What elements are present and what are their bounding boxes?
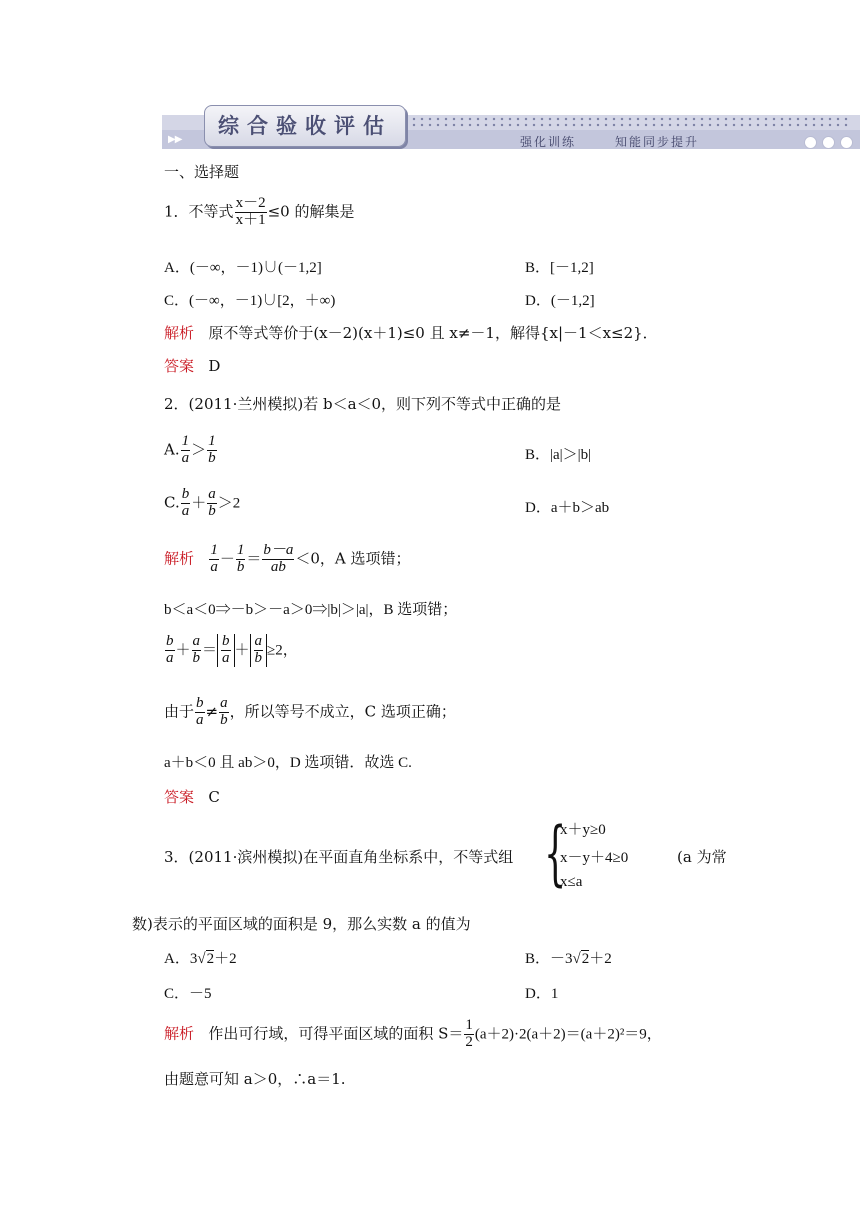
stem-text: (2011·兰州模拟)若 b＜a＜0，则下列不等式中正确的是 <box>188 395 562 413</box>
option-d: D．a＋b＞ab <box>525 500 610 516</box>
fraction <box>165 634 175 667</box>
option-tail: ＞2 <box>217 495 241 512</box>
option-a <box>164 434 218 467</box>
option-c: C．－5 <box>164 986 212 1002</box>
fraction <box>219 696 229 729</box>
denominator: a <box>222 649 230 666</box>
analysis-step-3 <box>164 634 298 667</box>
fraction <box>236 543 246 576</box>
analysis-step-2: b＜a＜0⇒－b＞－a＞0⇒|b|＞|a|，B 选项错； <box>164 602 458 618</box>
numerator: 1 <box>208 433 216 449</box>
brace-icon: { <box>544 812 567 894</box>
option-text: ＋2 <box>589 951 612 967</box>
fraction <box>209 543 219 576</box>
analysis-text: 由于 <box>164 702 195 721</box>
numerator: a <box>192 633 201 649</box>
stem-text-wrap: 数)表示的平面区域的面积是 9，那么实数 a 的值为 <box>132 915 471 933</box>
section-header-title: 综合验收评估 <box>204 105 406 147</box>
denominator: b <box>208 449 216 466</box>
option-text: B．－3 <box>525 951 573 967</box>
option-text: A．3 <box>164 951 198 967</box>
stem-text-continued: (a 为常 <box>677 848 727 866</box>
option-label: C. <box>164 493 180 512</box>
question-number: 1． <box>164 202 189 221</box>
numerator: 1 <box>236 542 245 558</box>
option-c: C．(－∞，－1)∪[2，＋∞) <box>164 293 336 309</box>
fraction <box>221 634 231 667</box>
fraction <box>192 634 202 667</box>
header-dots-pattern <box>410 116 850 128</box>
numerator: a <box>220 695 228 711</box>
double-arrow-icon: ▶▶ <box>168 134 182 145</box>
denominator: 2 <box>465 1033 473 1050</box>
analysis-conclusion: 由题意可知 a＞0，∴a＝1. <box>164 1070 346 1088</box>
analysis-text: ，所以等号不成立，C 选项正确； <box>229 702 456 721</box>
numerator: b－a <box>263 542 294 558</box>
numerator: 1 <box>210 542 218 558</box>
analysis-label: 解析 <box>164 324 195 342</box>
system-line-3: x≤a <box>560 874 583 890</box>
option-b <box>525 947 612 968</box>
numerator: b <box>181 486 190 502</box>
denominator: ab <box>270 558 286 575</box>
operator: ＝ <box>202 640 218 659</box>
analysis-step-4 <box>164 696 456 729</box>
operator: ＋ <box>234 640 250 659</box>
answer-label: 答案 <box>164 357 195 375</box>
option-d: D．(－1,2] <box>525 293 595 309</box>
option-a <box>164 947 237 968</box>
denominator: b <box>254 649 263 666</box>
fraction <box>181 487 191 520</box>
denominator: a <box>181 502 190 519</box>
absolute-value <box>217 634 235 667</box>
denominator: b <box>192 649 201 666</box>
question-number: 2． <box>164 395 189 413</box>
fraction <box>181 434 191 467</box>
numerator: 1 <box>181 433 190 449</box>
option-text: ＋2 <box>214 951 237 967</box>
denominator: a <box>166 649 174 666</box>
option-b: B．|a|＞|b| <box>525 447 592 463</box>
denominator: b <box>220 711 228 728</box>
analysis <box>164 322 658 343</box>
sqrt: √2 <box>197 951 215 967</box>
answer-label: 答案 <box>164 788 195 806</box>
denominator: a <box>181 449 190 466</box>
question-3-stem <box>164 846 513 867</box>
denominator: b <box>236 558 245 575</box>
analysis-text: (a＋2)·2(a＋2)＝(a＋2)²＝9， <box>474 1026 662 1043</box>
stem-text: ≤0 的解集是 <box>267 202 355 221</box>
header-subtitle-skills: 知能同步提升 <box>615 135 700 149</box>
fraction <box>207 487 217 520</box>
operator: ≠ <box>205 702 219 721</box>
stem-text: 不等式 <box>188 202 234 221</box>
option-c <box>164 487 240 520</box>
denominator: b <box>208 502 216 519</box>
system-line-2: x－y＋4≥0 <box>560 850 629 866</box>
system-line-1: x＋y≥0 <box>560 822 606 838</box>
fraction <box>464 1018 474 1051</box>
operator: ＞ <box>191 440 207 459</box>
circle-decoration-icon <box>804 136 817 149</box>
numerator: x－2 <box>235 195 266 211</box>
analysis-step-5: a＋b＜0 且 ab＞0，D 选项错．故选 C. <box>164 755 412 771</box>
numerator: b <box>166 633 174 649</box>
option-label: A. <box>164 440 180 459</box>
numerator: a <box>208 486 216 502</box>
fraction <box>254 634 264 667</box>
stem-text: (2011·滨州模拟)在平面直角坐标系中，不等式组 <box>188 848 514 866</box>
fraction <box>207 434 217 467</box>
question-2-stem <box>164 393 561 414</box>
section-title: 一、选择题 <box>164 163 240 181</box>
numerator: a <box>254 633 263 649</box>
analysis-text: ≥2， <box>267 642 298 659</box>
operator: － <box>219 549 235 568</box>
operator: ＝ <box>246 549 262 568</box>
operator: ＋ <box>191 493 207 512</box>
sqrt: √2 <box>572 951 590 967</box>
analysis-text: 原不等式等价于(x－2)(x＋1)≤0 且 x≠－1，解得{x|－1＜x≤2}． <box>208 324 658 342</box>
analysis <box>164 1018 662 1051</box>
answer-value: D <box>208 357 221 375</box>
answer <box>164 786 220 807</box>
question-1-stem <box>164 196 354 229</box>
option-d: D．1 <box>525 986 559 1002</box>
fraction <box>235 196 267 229</box>
numerator: 1 <box>465 1017 473 1033</box>
fraction <box>262 543 294 576</box>
radicand: 2 <box>581 951 590 967</box>
numerator: b <box>222 633 230 649</box>
radicand: 2 <box>206 951 215 967</box>
analysis-label: 解析 <box>164 1024 195 1043</box>
answer <box>164 355 220 376</box>
analysis-text: 作出可行域，可得平面区域的面积 S＝ <box>208 1024 464 1043</box>
header-subtitle-training: 强化训练 <box>520 135 577 149</box>
denominator: a <box>210 558 218 575</box>
circle-decoration-icon <box>840 136 853 149</box>
option-a: A．(－∞，－1)∪(－1,2] <box>164 260 322 276</box>
circle-decoration-icon <box>822 136 835 149</box>
denominator: x＋1 <box>235 211 266 228</box>
option-b: B．[－1,2] <box>525 260 594 276</box>
analysis-step-1 <box>164 543 411 576</box>
analysis-label: 解析 <box>164 549 195 568</box>
operator: ＋ <box>175 640 191 659</box>
denominator: a <box>196 711 204 728</box>
absolute-value <box>250 634 268 667</box>
answer-value: C <box>208 788 220 806</box>
question-number: 3． <box>164 848 189 866</box>
numerator: b <box>196 695 204 711</box>
fraction <box>195 696 205 729</box>
analysis-text: ＜0，A 选项错； <box>295 549 411 568</box>
